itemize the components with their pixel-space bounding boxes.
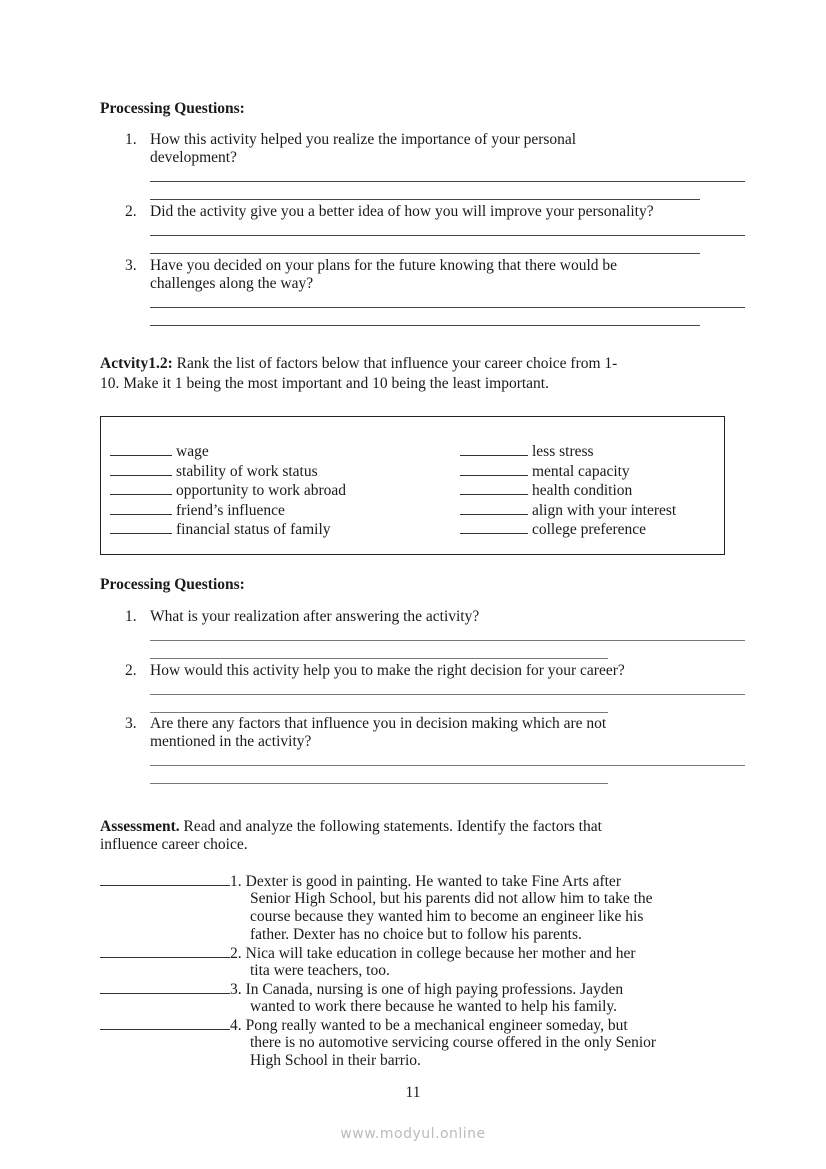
assessment-item — [100, 944, 656, 980]
activity-text: Rank the list of factors below that influence your career choice from 1- — [172, 355, 618, 372]
answer-line[interactable] — [150, 235, 745, 236]
answer-line[interactable] — [150, 694, 745, 695]
item-line — [100, 926, 656, 944]
answer-blank[interactable] — [100, 1016, 230, 1030]
answer-line[interactable] — [150, 783, 608, 784]
ranking-item — [110, 520, 346, 540]
answer-blank[interactable] — [100, 872, 230, 886]
ranking-item — [110, 462, 346, 482]
factor-label: stability of work status — [176, 462, 318, 480]
item-line — [100, 1016, 656, 1034]
item-line — [100, 872, 656, 890]
q2-text: How would this activity help you to make the right decision for your career? — [150, 662, 625, 679]
answer-line[interactable] — [150, 765, 745, 766]
item-text: Nica will take education in college because her mother and her — [245, 945, 636, 962]
item-text: course because they wanted him to become an engineer like his — [250, 908, 644, 925]
factor-label: less stress — [532, 443, 594, 460]
answer-line[interactable] — [150, 658, 608, 659]
ranking-item — [460, 520, 676, 540]
answer-blank[interactable] — [100, 980, 230, 994]
page-number: 11 — [405, 1084, 421, 1101]
answer-line[interactable] — [150, 325, 700, 326]
answer-blank[interactable] — [100, 944, 230, 958]
item-line — [100, 890, 656, 908]
q3-text-cont: challenges along the way? — [150, 275, 314, 292]
q3-number: 3. — [125, 715, 137, 732]
q2-number: 2. — [125, 662, 137, 679]
q1-text: What is your realization after answering the activity? — [150, 608, 480, 625]
factor-label: health condition — [532, 482, 633, 499]
ranking-item — [110, 501, 346, 521]
item-line — [100, 908, 656, 926]
factor-label: wage — [176, 443, 209, 460]
assessment-item — [100, 872, 656, 944]
section2-heading: Processing Questions: — [100, 576, 245, 593]
ranking-right-column — [460, 442, 676, 540]
answer-line[interactable] — [150, 712, 608, 713]
assessment-text: Read and analyze the following statements. Identify the factors that — [179, 818, 602, 835]
item-line — [100, 962, 656, 980]
factor-label: friend’s influence — [176, 501, 285, 519]
item-text: tita were teachers, too. — [250, 962, 390, 979]
item-line — [100, 998, 656, 1016]
item-number: 3. — [230, 981, 242, 998]
factor-label: mental capacity — [532, 462, 630, 480]
answer-line[interactable] — [150, 307, 745, 308]
answer-line[interactable] — [150, 181, 745, 182]
factor-label: financial status of family — [176, 521, 331, 538]
q1-number: 1. — [125, 131, 137, 148]
watermark: www.modyul.online — [340, 1126, 486, 1142]
item-text: there is no automotive servicing course offered in the only Senior — [250, 1034, 657, 1051]
q1-text-cont: development? — [150, 149, 237, 166]
assessment-label: Assessment. — [100, 818, 180, 835]
item-text: Pong really wanted to be a mechanical engineer someday, but — [245, 1017, 628, 1034]
rank-blank[interactable] — [110, 481, 172, 495]
item-line — [100, 1034, 656, 1052]
ranking-item — [110, 442, 346, 462]
ranking-item — [460, 481, 676, 501]
q2-text: Did the activity give you a better idea of how you will improve your personality? — [150, 203, 654, 220]
activity-text-cont: 10. Make it 1 being the most important and 10 being the least important. — [100, 375, 549, 392]
assessment-text-cont: influence career choice. — [100, 836, 248, 853]
rank-blank[interactable] — [110, 501, 172, 515]
rank-blank[interactable] — [460, 481, 528, 495]
rank-blank[interactable] — [460, 520, 528, 534]
rank-blank[interactable] — [110, 442, 172, 456]
activity-label: Actvity1.2: — [100, 355, 173, 372]
item-line — [100, 944, 656, 962]
item-number: 2. — [230, 945, 242, 962]
q3-text: Are there any factors that influence you in decision making which are not — [150, 715, 607, 732]
section1-heading: Processing Questions: — [100, 100, 245, 117]
q3-text: Have you decided on your plans for the future knowing that there would be — [150, 257, 618, 274]
q1-text: How this activity helped you realize the importance of your personal — [150, 131, 577, 148]
q2-number: 2. — [125, 203, 137, 220]
item-number: 1. — [230, 873, 242, 890]
rank-blank[interactable] — [460, 501, 528, 515]
item-text: In Canada, nursing is one of high paying professions. Jayden — [245, 981, 624, 998]
item-number: 4. — [230, 1017, 242, 1034]
item-text: High School in their barrio. — [250, 1052, 421, 1069]
ranking-item — [460, 442, 676, 462]
ranking-item — [110, 481, 346, 501]
q3-text-cont: mentioned in the activity? — [150, 733, 312, 750]
rank-blank[interactable] — [110, 520, 172, 534]
assessment-instructions — [100, 818, 602, 836]
rank-blank[interactable] — [460, 442, 528, 456]
assessment-items — [100, 872, 656, 1070]
assessment-item — [100, 980, 656, 1016]
item-line — [100, 980, 656, 998]
item-text: father. Dexter has no choice but to follow his parents. — [250, 926, 582, 943]
ranking-item — [460, 462, 676, 482]
rank-blank[interactable] — [460, 462, 528, 476]
answer-line[interactable] — [150, 253, 700, 254]
answer-line[interactable] — [150, 640, 745, 641]
item-text: Dexter is good in painting. He wanted to take Fine Arts after — [245, 873, 621, 890]
q3-number: 3. — [125, 257, 137, 274]
item-text: Senior High School, but his parents did not allow him to take the — [250, 890, 653, 907]
activity-instructions — [100, 355, 617, 373]
factor-label: align with your interest — [532, 501, 677, 519]
factor-label: opportunity to work abroad — [176, 482, 347, 499]
assessment-item — [100, 1016, 656, 1070]
q1-number: 1. — [125, 608, 137, 625]
item-line — [100, 1052, 656, 1070]
answer-line[interactable] — [150, 199, 700, 200]
ranking-item — [460, 501, 676, 521]
factor-label: college preference — [532, 521, 647, 538]
ranking-left-column — [110, 442, 346, 540]
item-text: wanted to work there because he wanted to help his family. — [250, 998, 617, 1015]
rank-blank[interactable] — [110, 462, 172, 476]
